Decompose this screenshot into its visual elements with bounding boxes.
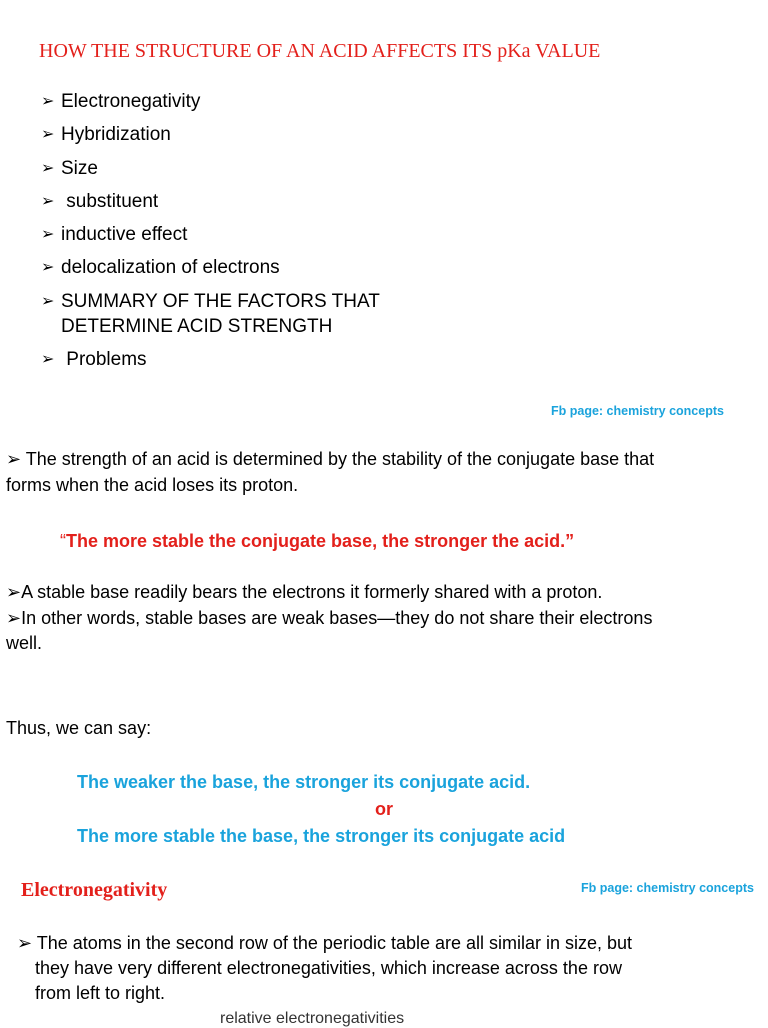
topic-label: Problems xyxy=(61,349,147,371)
arrow-bullet-icon: ➢ xyxy=(41,351,55,369)
arrow-bullet-icon: ➢ xyxy=(41,192,55,210)
point-text: The atoms in the second row of the periodic table are all similar in size, but xyxy=(32,933,633,953)
statement-weaker-base: The weaker the base, the stronger its conjugate acid. xyxy=(77,772,531,792)
page-title: HOW THE STRUCTURE OF AN ACID AFFECTS ITS pKa VALUE xyxy=(39,40,601,62)
arrow-bullet-icon: ➢ xyxy=(41,259,55,277)
topic-label: SUMMARY OF THE FACTORS THAT DETERMINE ACID STRENGTH xyxy=(61,290,380,337)
topic-label: Hybridization xyxy=(61,124,171,146)
arrow-bullet-icon: ➢ xyxy=(6,449,22,469)
paragraph-line: The strength of an acid is determined by the stability of the conjugate base that xyxy=(21,449,655,469)
topic-item xyxy=(41,222,401,247)
paragraph-line: forms when the acid loses its proton. xyxy=(6,474,299,495)
point-text: well. xyxy=(6,633,43,653)
quote-text: The more stable the conjugate base, the stronger the acid.” xyxy=(66,531,575,551)
topic-label: delocalization of electrons xyxy=(61,257,280,279)
topic-item xyxy=(41,289,401,339)
topic-item xyxy=(41,347,401,372)
point-text: In other words, stable bases are weak bases—they do not share their electrons xyxy=(21,607,653,628)
arrow-bullet-icon: ➢ xyxy=(41,226,55,244)
fb-credit: Fb page: chemistry concepts xyxy=(581,881,754,895)
statement-stable-base: The more stable the base, the stronger its conjugate acid xyxy=(77,826,566,846)
section-heading: Electronegativity xyxy=(21,879,168,901)
or-text: or xyxy=(375,799,393,819)
key-quote xyxy=(60,529,574,555)
topic-label: inductive effect xyxy=(61,224,188,246)
arrow-bullet-icon: ➢ xyxy=(17,933,33,953)
topic-label: substituent xyxy=(61,190,159,212)
topic-item xyxy=(41,255,401,280)
arrow-bullet-icon: ➢ xyxy=(41,93,55,110)
quote-mark: “ xyxy=(60,531,66,551)
topic-label: Size xyxy=(61,157,98,179)
topic-label: Electronegativity xyxy=(61,91,201,112)
cropped-caption: relative electronegativities xyxy=(220,1010,405,1027)
point-text: A stable base readily bears the electrons it formerly shared with a proton. xyxy=(21,582,603,602)
topic-item xyxy=(41,89,401,114)
stable-base-points xyxy=(6,580,652,657)
arrow-bullet-icon: ➢ xyxy=(41,159,55,177)
topic-item xyxy=(41,189,401,214)
topic-list xyxy=(41,89,401,380)
point-text: they have very different electronegativities, which increase across the row xyxy=(35,958,622,978)
paragraph-strength xyxy=(6,447,654,498)
thus-text: Thus, we can say: xyxy=(6,718,152,738)
electronegativity-point xyxy=(17,931,632,1006)
arrow-bullet-icon: ➢ xyxy=(41,126,55,144)
arrow-bullet-icon: ➢ xyxy=(6,582,22,602)
point-text: from left to right. xyxy=(35,983,166,1003)
arrow-bullet-icon: ➢ xyxy=(6,607,22,628)
topic-item xyxy=(41,122,401,147)
topic-item xyxy=(41,156,401,181)
arrow-bullet-icon: ➢ xyxy=(41,292,55,310)
fb-credit: Fb page: chemistry concepts xyxy=(551,404,724,418)
